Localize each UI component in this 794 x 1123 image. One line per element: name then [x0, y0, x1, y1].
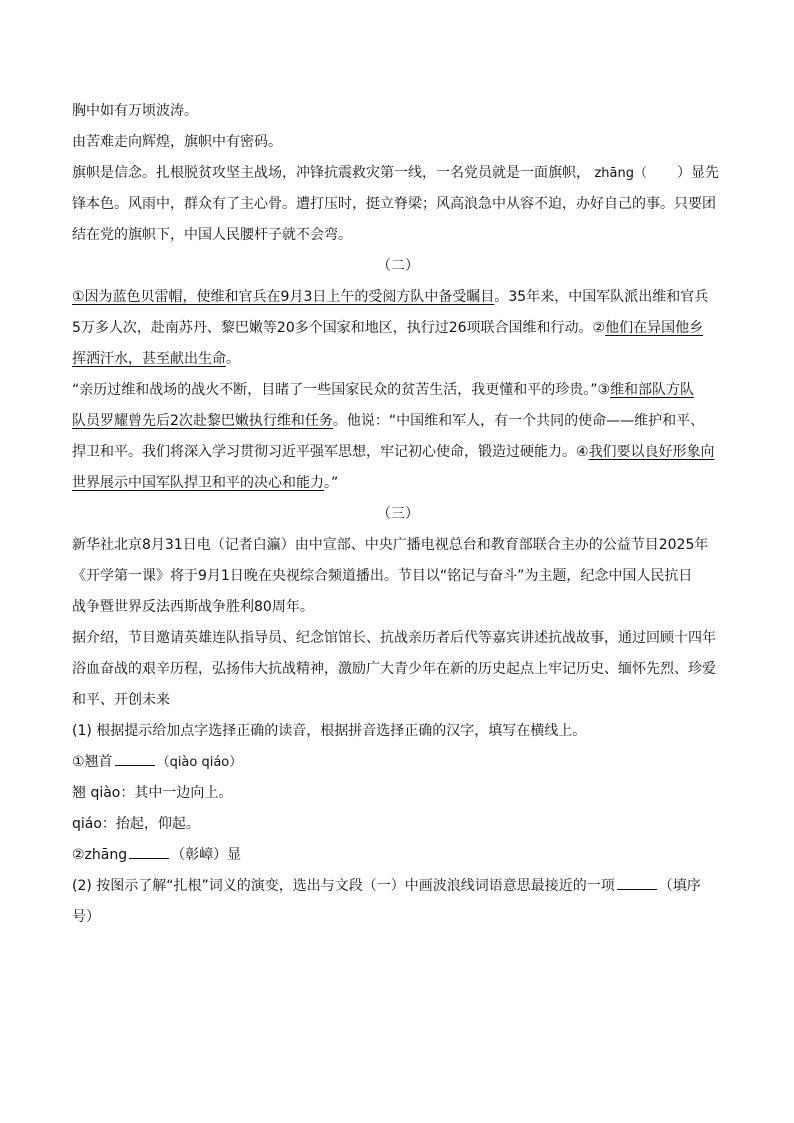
- text-line: 和平、开创未来: [72, 692, 170, 708]
- text-line: [72, 406, 724, 437]
- text-line: 战争暨世界反法西斯战争胜利80周年。: [72, 599, 314, 615]
- text-line: 新华社北京8月31日电（记者白瀛）由中宣部、中央广播电视总台和教育部联合主办的公益节目2025年: [72, 537, 709, 553]
- pinyin-blank-open: zhāng（: [594, 166, 647, 181]
- text-line: [72, 437, 724, 468]
- text-line: 据介绍，节目邀请英雄连队指导员、纪念馆馆长、抗战亲历者后代等嘉宾讲述抗战故事，通过回顾十四年: [72, 630, 716, 646]
- text-line: 由苦难走向辉煌，旗帜中有密码。: [72, 134, 282, 150]
- document-page: [72, 96, 724, 933]
- question-text: ①翘首: [72, 754, 113, 770]
- question-text: （彰嶂）显: [171, 847, 242, 863]
- question-text: （qiào qiáo）: [156, 755, 243, 770]
- text-line: 胸中如有万顷波涛。: [72, 103, 198, 119]
- text-fragment: 捍卫和平。我们将深入学习贯彻习近平强军思想，牢记初心使命，锻造过硬能力。④: [72, 444, 589, 460]
- text-line: [72, 344, 724, 375]
- text-line: [72, 158, 724, 189]
- text-fragment: 5万多人次，赴南苏丹、黎巴嫩等20多个国家和地区，执行过26项联合国维和行动。②: [72, 320, 606, 336]
- definition-line: qiáo：抬起，仰起。: [72, 816, 200, 832]
- underlined-text: 挥洒汗水，甚至献出生命: [72, 351, 226, 367]
- text-fragment: 。: [226, 351, 240, 367]
- underlined-text: 世界展示中国军队捍卫和平的决心和能力: [72, 475, 324, 491]
- answer-blank[interactable]: [617, 875, 657, 890]
- text-line: [72, 468, 724, 499]
- question-1b: [72, 840, 724, 871]
- question-1a: [72, 747, 724, 778]
- underlined-text: 队员罗耀曾先后2次赴黎巴嫩执行维和任务: [72, 413, 333, 429]
- answer-blank[interactable]: [115, 751, 155, 766]
- question-2-end: 号）: [72, 909, 100, 925]
- underlined-sentence: [72, 289, 494, 305]
- underlined-text: 他们在异国他乡: [605, 320, 704, 336]
- underlined-text: 因为蓝色贝雷帽，使维和官兵在9月3日上午的受阅方队中备受瞩目: [84, 289, 495, 305]
- section-heading: （二）: [377, 258, 419, 274]
- text-fragment: 。35年来，中国军队派出维和官兵: [494, 289, 709, 305]
- definition-line: 翘 qiào：其中一边向上。: [72, 785, 233, 801]
- text-line: 锋本色。风雨中，群众有了主心骨。遭打压时，挺立脊梁；风高浪急中从容不迫，办好自己的事。只要团: [72, 196, 716, 212]
- question-text: ②zhāng: [72, 847, 128, 863]
- question-1: (1) 根据提示给加点字选择正确的读音，根据拼音选择正确的汉字，填写在横线上。: [72, 723, 587, 739]
- text-line: [72, 313, 724, 344]
- answer-blank[interactable]: [129, 844, 169, 859]
- text-line: 《开学第一课》将于9月1日晚在央视综合频道播出。节目以“铭记与奋斗”为主题，纪念中国人民抗日: [72, 568, 693, 584]
- text-line: [72, 282, 724, 313]
- text-fragment: ）显先: [676, 165, 719, 181]
- text-fragment: “亲历过维和战场的战火不断，目睹了一些国家民众的贫苦生活，我更懂和平的珍贵。”③: [72, 382, 611, 398]
- text-line: 浴血奋战的艰辛历程，弘扬伟大抗战精神，激励广大青少年在新的历史起点上牢记历史、缅怀先烈、珍爱: [72, 661, 716, 677]
- section-heading: （三）: [377, 506, 419, 522]
- question-text: （填序: [658, 878, 701, 894]
- text-line: [72, 375, 724, 406]
- underlined-text: 维和部队方队: [610, 382, 695, 398]
- text-line: 结在党的旗帜下，中国人民腰杆子就不会弯。: [72, 227, 352, 243]
- question-text: (2) 按图示了解“扎根”词义的演变，选出与文段（一）中画波浪线词语意思最接近的一项: [72, 878, 615, 894]
- question-2: [72, 871, 724, 902]
- text-fragment: 。”: [324, 475, 339, 491]
- text-fragment: 旗帜是信念。扎根脱贫攻坚主战场，冲锋抗震救灾第一线，一名党员就是一面旗帜，: [72, 165, 590, 181]
- underlined-text: 我们要以良好形象向: [588, 444, 715, 460]
- circled-number: ①: [72, 289, 85, 305]
- text-fragment: 。他说：“中国维和军人，有一个共同的使命——维护和平、: [332, 413, 705, 429]
